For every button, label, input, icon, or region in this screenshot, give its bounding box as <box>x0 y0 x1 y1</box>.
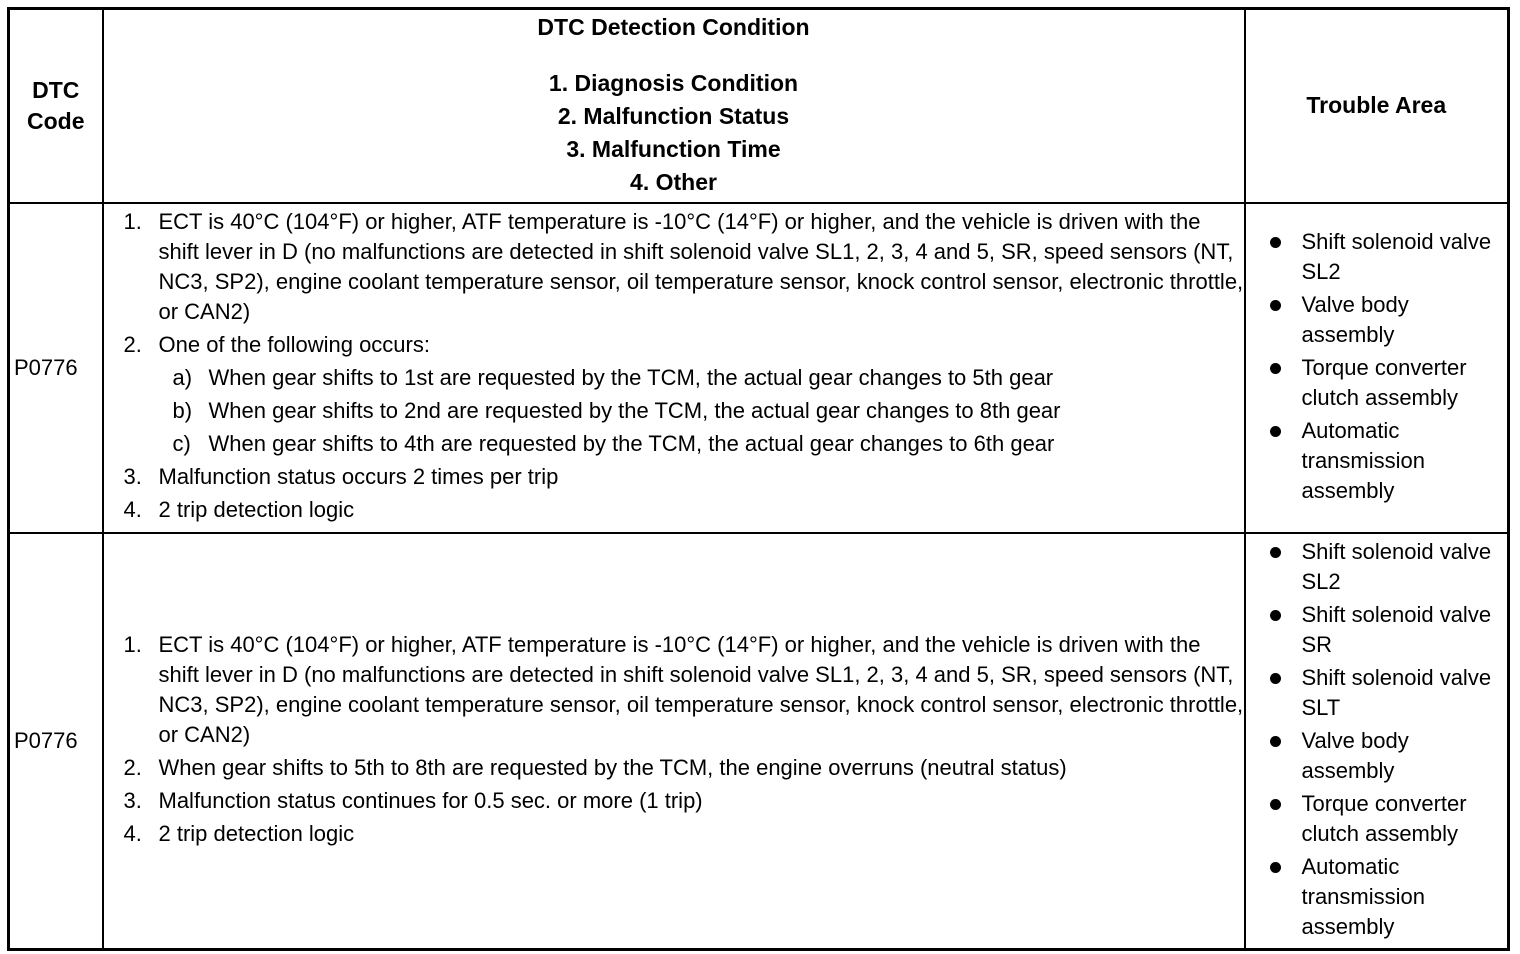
condition-item <box>124 207 1244 327</box>
condition-item <box>124 462 1244 492</box>
header-detection-condition-title: DTC Detection Condition <box>537 14 810 41</box>
trouble-area-item <box>1266 663 1508 723</box>
condition-text: ECT is 40°C (104°F) or higher, ATF temperature is -10°C (14°F) or higher, and the vehicle is driven with the shift lever in D (no malfunctions are detected in shift solenoid valve SL1, 2, 3, 4 and 5, SR, speed sensors (NT, NC3, SP2), engine coolant temperature sensor, oil temperature sensor, knock control sensor, electronic throttle, or CAN2) <box>158 631 1244 747</box>
condition-text: 2 trip detection logic <box>158 820 355 846</box>
header-dtc-code-line2: Code <box>27 107 85 134</box>
dtc-code-cell: P0776 <box>9 203 103 533</box>
trouble-area-text: Automatic transmission assembly <box>1301 417 1425 503</box>
sub-condition-mark: b) <box>172 398 193 423</box>
header-criterion: 1. Diagnosis Condition <box>548 70 799 97</box>
sub-condition-item <box>159 429 1244 459</box>
condition-list <box>124 207 1244 525</box>
condition-text: One of the following occurs: <box>158 332 430 357</box>
dtc-code-cell: P0776 <box>9 533 103 950</box>
sub-condition-mark: a) <box>172 365 193 390</box>
condition-text: Malfunction status occurs 2 times per trip <box>158 464 559 489</box>
bullet-icon <box>1270 300 1281 311</box>
condition-number: 3. <box>123 464 142 489</box>
condition-number: 1. <box>123 209 142 234</box>
trouble-area-item <box>1266 726 1508 786</box>
bullet-icon <box>1270 862 1281 873</box>
trouble-area-text: Shift solenoid valve SL2 <box>1301 228 1492 284</box>
header-criterion: 4. Other <box>630 169 717 196</box>
dtc-table <box>7 7 1510 951</box>
sub-condition-item <box>159 396 1244 426</box>
condition-number: 4. <box>123 497 142 522</box>
condition-item <box>124 753 1244 783</box>
header-criterion: 2. Malfunction Status <box>557 103 790 130</box>
condition-text: When gear shifts to 5th to 8th are requested by the TCM, the engine overruns (neutral status) <box>158 754 1067 780</box>
header-trouble-area: Trouble Area <box>1245 9 1509 203</box>
trouble-area-text: Torque converter clutch assembly <box>1301 354 1467 410</box>
table-row <box>9 203 1509 533</box>
trouble-area-item <box>1266 852 1508 942</box>
bullet-icon <box>1270 237 1281 248</box>
bullet-icon <box>1270 610 1281 621</box>
header-dtc-code <box>9 9 103 203</box>
sub-condition-list <box>159 363 1244 459</box>
trouble-area-item <box>1266 353 1508 413</box>
condition-item <box>124 819 1244 849</box>
condition-number: 2. <box>123 332 142 357</box>
trouble-area-text: Shift solenoid valve SR <box>1301 601 1492 657</box>
condition-list <box>124 630 1244 849</box>
trouble-area-item <box>1266 227 1508 287</box>
header-row <box>9 9 1509 203</box>
condition-item <box>124 630 1244 750</box>
trouble-area-text: Automatic transmission assembly <box>1301 853 1425 939</box>
condition-item <box>124 495 1244 525</box>
bullet-icon <box>1270 363 1281 374</box>
condition-text: 2 trip detection logic <box>158 497 355 522</box>
bullet-icon <box>1270 547 1281 558</box>
trouble-area-text: Shift solenoid valve SL2 <box>1301 538 1492 594</box>
trouble-area-item <box>1266 537 1508 597</box>
trouble-area-list <box>1266 537 1508 942</box>
condition-text: Malfunction status continues for 0.5 sec. or more (1 trip) <box>158 787 703 813</box>
condition-item <box>124 786 1244 816</box>
trouble-area-item <box>1266 416 1508 506</box>
condition-number: 3. <box>123 787 142 813</box>
condition-number: 1. <box>123 631 142 657</box>
condition-number: 2. <box>123 754 142 780</box>
sub-condition-mark: c) <box>172 431 191 456</box>
trouble-area-item <box>1266 290 1508 350</box>
trouble-area-item <box>1266 789 1508 849</box>
trouble-area-cell <box>1245 533 1509 950</box>
trouble-area-item <box>1266 600 1508 660</box>
header-criterion: 3. Malfunction Time <box>566 136 781 163</box>
trouble-area-text: Torque converter clutch assembly <box>1301 790 1467 846</box>
sub-condition-item <box>159 363 1244 393</box>
bullet-icon <box>1270 736 1281 747</box>
trouble-area-text: Shift solenoid valve SLT <box>1301 664 1492 720</box>
condition-text: ECT is 40°C (104°F) or higher, ATF temperature is -10°C (14°F) or higher, and the vehicle is driven with the shift lever in D (no malfunctions are detected in shift solenoid valve SL1, 2, 3, 4 and 5, SR, speed sensors (NT, NC3, SP2), engine coolant temperature sensor, oil temperature sensor, knock control sensor, electronic throttle, or CAN2) <box>158 209 1244 324</box>
trouble-area-list <box>1266 227 1508 506</box>
trouble-area-cell <box>1245 203 1509 533</box>
sub-condition-text: When gear shifts to 2nd are requested by the TCM, the actual gear changes to 8th gear <box>208 398 1061 423</box>
header-detection-condition <box>103 9 1245 203</box>
bullet-icon <box>1270 799 1281 810</box>
condition-number: 4. <box>123 820 142 846</box>
bullet-icon <box>1270 673 1281 684</box>
condition-cell <box>103 533 1245 950</box>
condition-cell <box>103 203 1245 533</box>
table-row <box>9 533 1509 950</box>
sub-condition-text: When gear shifts to 4th are requested by the TCM, the actual gear changes to 6th gear <box>208 431 1055 456</box>
header-dtc-code-line1: DTC <box>32 76 80 103</box>
condition-item <box>124 330 1244 459</box>
trouble-area-text: Valve body assembly <box>1301 291 1409 347</box>
trouble-area-text: Valve body assembly <box>1301 727 1409 783</box>
bullet-icon <box>1270 426 1281 437</box>
sub-condition-text: When gear shifts to 1st are requested by the TCM, the actual gear changes to 5th gear <box>208 365 1054 390</box>
